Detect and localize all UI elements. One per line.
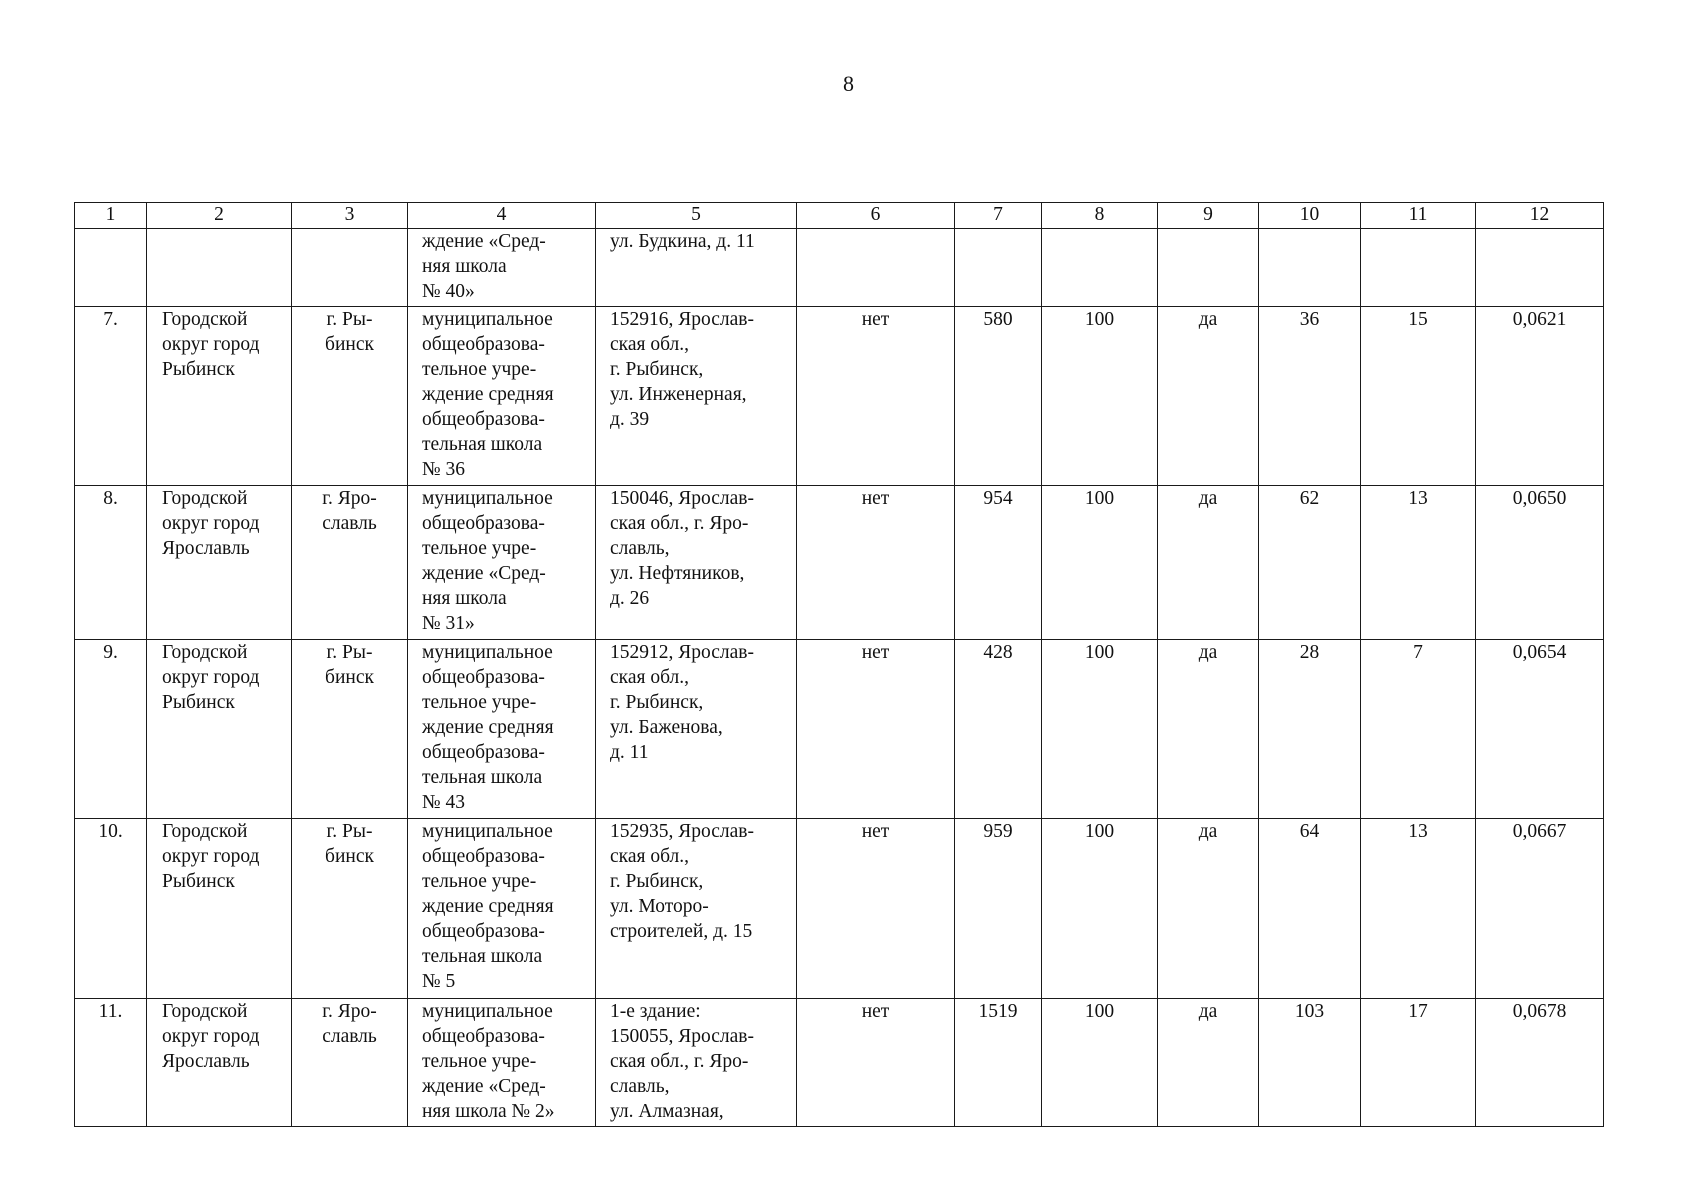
col6-cell (797, 229, 955, 307)
table-row (75, 229, 1604, 307)
col8-cell (1042, 229, 1158, 307)
col10-cell: 36 (1259, 307, 1361, 486)
col12-cell: 0,0650 (1476, 486, 1604, 640)
district-cell: Городской округ город Рыбинск (147, 307, 292, 486)
col8-cell: 100 (1042, 640, 1158, 819)
row-number-cell: 10. (75, 819, 147, 999)
col6-cell: нет (797, 640, 955, 819)
col10-cell: 103 (1259, 999, 1361, 1127)
col9-cell: да (1158, 999, 1259, 1127)
table-row (75, 486, 1604, 640)
col7-cell: 959 (955, 819, 1042, 999)
institution-cell: ждение «Сред- няя школа № 40» (408, 229, 596, 307)
col11-cell (1361, 229, 1476, 307)
city-cell: г. Ры- бинск (292, 640, 408, 819)
table-row (75, 999, 1604, 1127)
col11-cell: 13 (1361, 486, 1476, 640)
col7-cell: 1519 (955, 999, 1042, 1127)
col6-cell: нет (797, 819, 955, 999)
institution-cell: муниципальное общеобразова- тельное учре- ждение «Сред- няя школа № 2» (408, 999, 596, 1127)
col10-cell: 62 (1259, 486, 1361, 640)
header-cell: 1 (75, 203, 147, 229)
district-cell: Городской округ город Рыбинск (147, 640, 292, 819)
col9-cell (1158, 229, 1259, 307)
col12-cell: 0,0621 (1476, 307, 1604, 486)
address-cell: 152912, Ярослав- ская обл., г. Рыбинск, ул. Баженова, д. 11 (596, 640, 797, 819)
col11-cell: 15 (1361, 307, 1476, 486)
header-cell: 11 (1361, 203, 1476, 229)
table-row (75, 819, 1604, 999)
col10-cell: 28 (1259, 640, 1361, 819)
city-cell: г. Яро- славль (292, 999, 408, 1127)
col7-cell: 954 (955, 486, 1042, 640)
row-number-cell: 7. (75, 307, 147, 486)
district-cell (147, 229, 292, 307)
col12-cell: 0,0654 (1476, 640, 1604, 819)
col9-cell: да (1158, 307, 1259, 486)
col8-cell: 100 (1042, 999, 1158, 1127)
institution-cell: муниципальное общеобразова- тельное учре- ждение средняя общеобразова- тельная школа № 5 (408, 819, 596, 999)
col9-cell: да (1158, 819, 1259, 999)
city-cell: г. Яро- славль (292, 486, 408, 640)
row-number-cell (75, 229, 147, 307)
col7-cell (955, 229, 1042, 307)
address-cell: 152916, Ярослав- ская обл., г. Рыбинск, ул. Инженерная, д. 39 (596, 307, 797, 486)
col12-cell: 0,0667 (1476, 819, 1604, 999)
header-cell: 3 (292, 203, 408, 229)
col12-cell (1476, 229, 1604, 307)
table-header-row (75, 203, 1604, 229)
row-number-cell: 8. (75, 486, 147, 640)
table-row (75, 307, 1604, 486)
schools-table (74, 202, 1604, 1127)
col12-cell: 0,0678 (1476, 999, 1604, 1127)
header-cell: 8 (1042, 203, 1158, 229)
col9-cell: да (1158, 486, 1259, 640)
row-number-cell: 9. (75, 640, 147, 819)
header-cell: 2 (147, 203, 292, 229)
col11-cell: 13 (1361, 819, 1476, 999)
page-number: 8 (843, 71, 854, 96)
address-cell: 1-е здание: 150055, Ярослав- ская обл., г. Яро- славль, ул. Алмазная, (596, 999, 797, 1127)
institution-cell: муниципальное общеобразова- тельное учре- ждение «Сред- няя школа № 31» (408, 486, 596, 640)
col6-cell: нет (797, 486, 955, 640)
col9-cell: да (1158, 640, 1259, 819)
city-cell (292, 229, 408, 307)
address-cell: 152935, Ярослав- ская обл., г. Рыбинск, ул. Моторо- строителей, д. 15 (596, 819, 797, 999)
col11-cell: 7 (1361, 640, 1476, 819)
col7-cell: 428 (955, 640, 1042, 819)
row-number-cell: 11. (75, 999, 147, 1127)
institution-cell: муниципальное общеобразова- тельное учре- ждение средняя общеобразова- тельная школа № 43 (408, 640, 596, 819)
col8-cell: 100 (1042, 819, 1158, 999)
district-cell: Городской округ город Рыбинск (147, 819, 292, 999)
header-cell: 9 (1158, 203, 1259, 229)
city-cell: г. Ры- бинск (292, 819, 408, 999)
header-cell: 4 (408, 203, 596, 229)
col6-cell: нет (797, 999, 955, 1127)
col8-cell: 100 (1042, 486, 1158, 640)
district-cell: Городской округ город Ярославль (147, 486, 292, 640)
header-cell: 12 (1476, 203, 1604, 229)
institution-cell: муниципальное общеобразова- тельное учре- ждение средняя общеобразова- тельная школа № 36 (408, 307, 596, 486)
header-cell: 7 (955, 203, 1042, 229)
city-cell: г. Ры- бинск (292, 307, 408, 486)
header-cell: 10 (1259, 203, 1361, 229)
col6-cell: нет (797, 307, 955, 486)
col7-cell: 580 (955, 307, 1042, 486)
address-cell: 150046, Ярослав- ская обл., г. Яро- славль, ул. Нефтяников, д. 26 (596, 486, 797, 640)
address-cell: ул. Будкина, д. 11 (596, 229, 797, 307)
header-cell: 6 (797, 203, 955, 229)
col10-cell: 64 (1259, 819, 1361, 999)
header-cell: 5 (596, 203, 797, 229)
col10-cell (1259, 229, 1361, 307)
col8-cell: 100 (1042, 307, 1158, 486)
table-row (75, 640, 1604, 819)
col11-cell: 17 (1361, 999, 1476, 1127)
district-cell: Городской округ город Ярославль (147, 999, 292, 1127)
